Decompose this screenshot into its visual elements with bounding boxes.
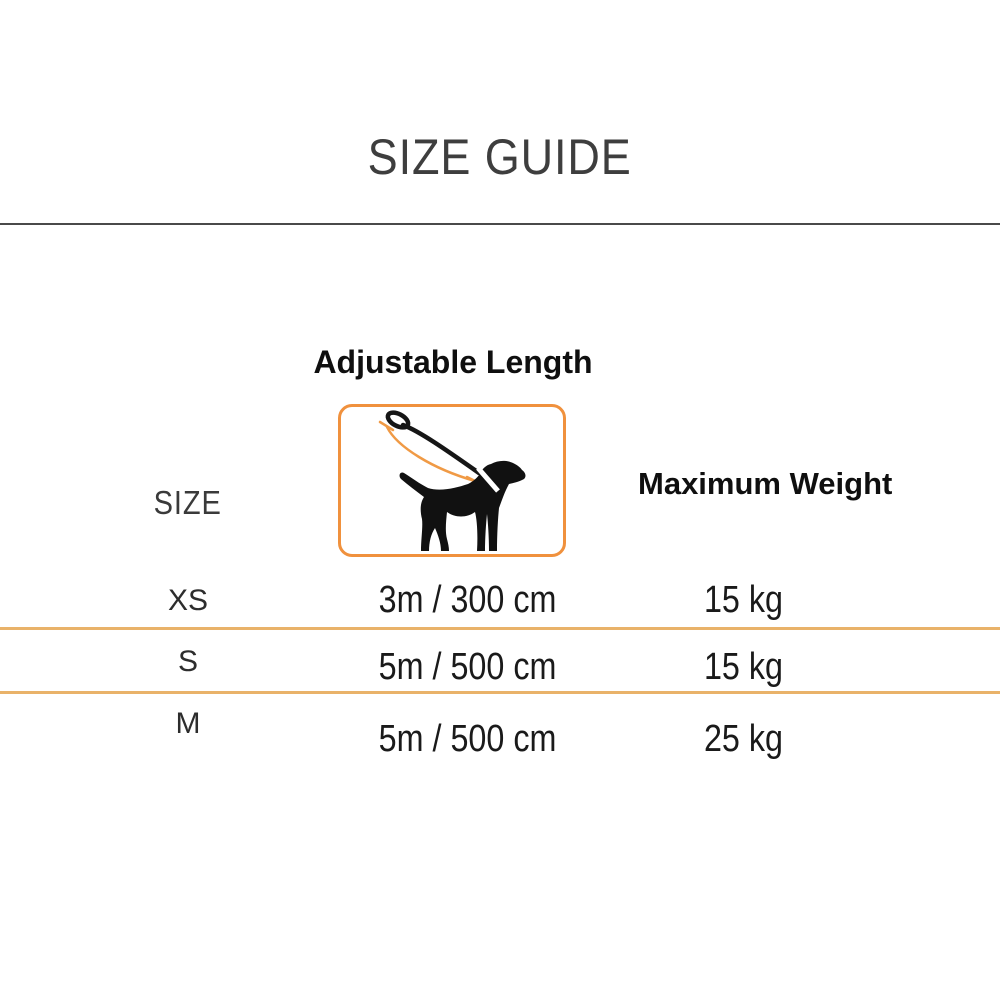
weight-value-m: 25 kg	[703, 718, 783, 760]
leash-line	[403, 425, 479, 473]
size-value-m: M	[175, 707, 201, 740]
page-title: SIZE GUIDE	[367, 129, 633, 185]
length-value-m: 5m / 500 cm	[379, 718, 557, 760]
row-separator	[0, 691, 1000, 694]
column-header-adjustable-length: Adjustable Length	[313, 344, 593, 380]
weight-value-s: 15 kg	[703, 646, 783, 688]
dog-silhouette	[400, 461, 526, 551]
length-measure-line	[387, 427, 475, 481]
row-separator	[0, 627, 1000, 630]
dog-on-leash-icon	[341, 407, 563, 554]
size-value-s: S	[177, 645, 198, 678]
column-header-size: SIZE	[153, 484, 223, 521]
column-header-maximum-weight: Maximum Weight	[638, 466, 893, 501]
size-value-xs: XS	[167, 584, 209, 617]
length-value-s: 5m / 500 cm	[379, 646, 557, 688]
header-divider	[0, 223, 1000, 225]
adjustable-length-illustration	[338, 404, 566, 557]
length-value-xs: 3m / 300 cm	[379, 579, 557, 621]
weight-value-xs: 15 kg	[703, 579, 783, 621]
